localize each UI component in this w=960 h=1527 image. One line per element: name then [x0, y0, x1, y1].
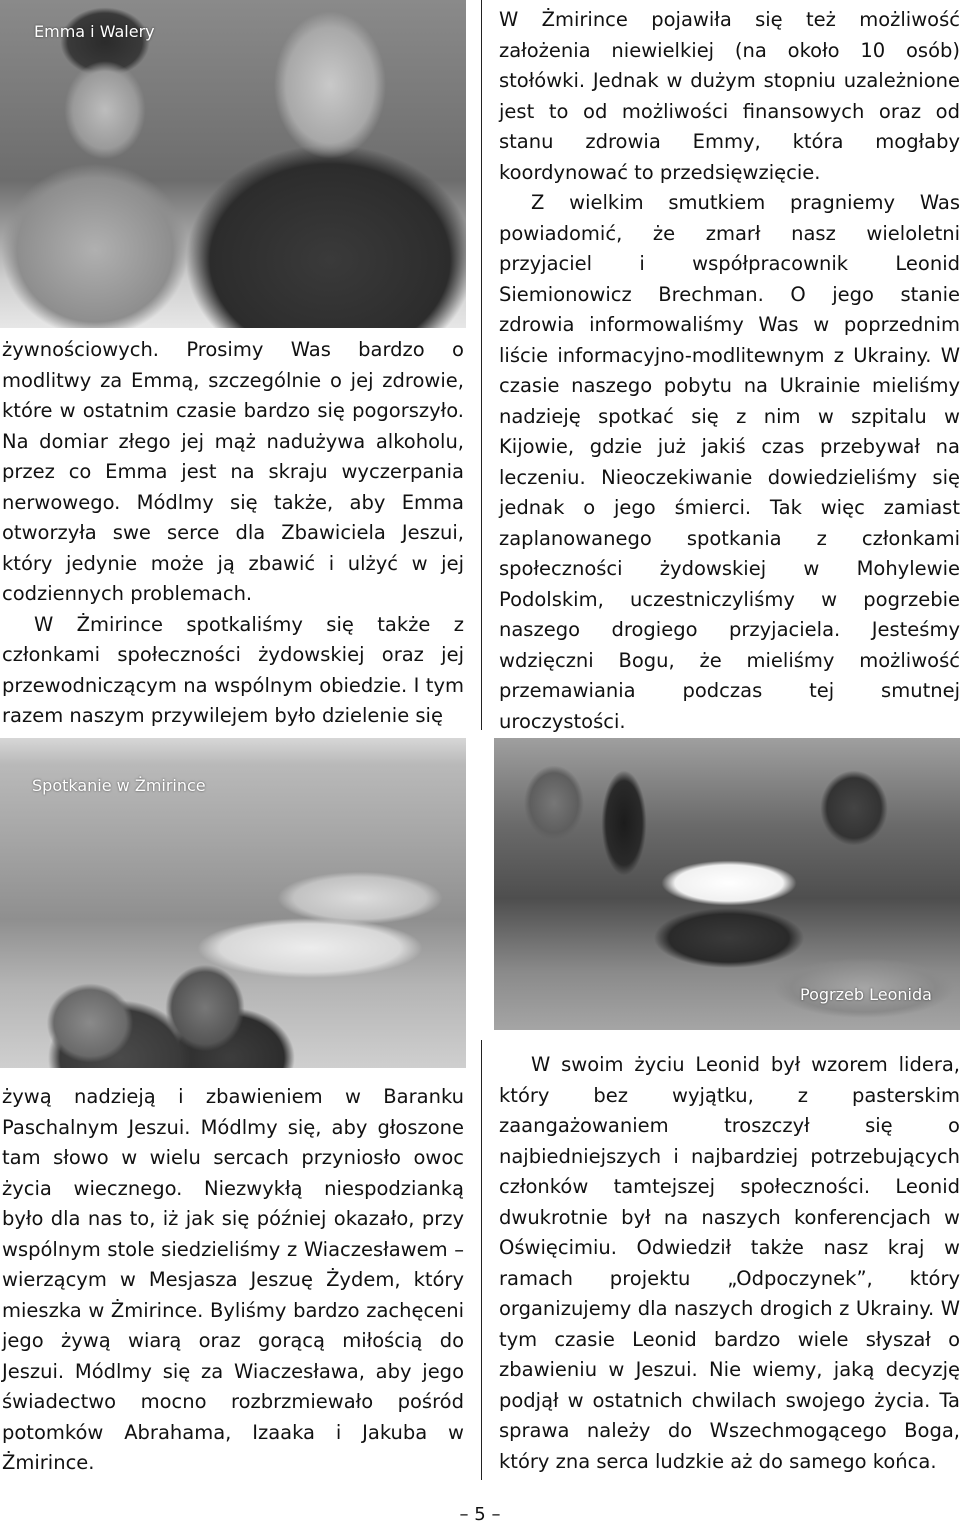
right-column-top [499, 5, 960, 737]
caption-pogrzeb-leonida: Pogrzeb Leonida [800, 985, 932, 1004]
page-number: – 5 – [459, 1504, 501, 1525]
photo-pogrzeb-leonida [494, 738, 960, 1030]
right-column-bottom [499, 1050, 960, 1477]
caption-emma-i-walery: Emma i Walery [34, 22, 155, 41]
photo-spotkanie-w-zmirince [0, 738, 466, 1068]
paragraph-emma: żywnościowych. Prosimy Was bardzo o modlitwy za Emmą, szczególnie o jej zdrowie, które w ostatnim czasie bardzo się pogorszyło. Na domiar złego jej mąż nadużywa alkoholu, przez co Emma jest na skraju wyczerpania nerwowego. Módlmy się także, aby Emma otworzyła swe serce dla Zbawiciela Jeszui, który jedynie może ją zbawić i ulżyć w jej codziennych problemach. [2, 338, 464, 605]
paragraph-canteen: W Żmirince pojawiła się też możliwość założenia niewielkiej (na około 10 osób) stołówki. Jednak w dużym stopniu uzależnione jest to od możliwości finansowych oraz od stanu zdrowia Emmy, która mogłaby koordynować to przedsięwzięcie. [499, 8, 960, 184]
caption-spotkanie-w-zmirince: Spotkanie w Żmirince [32, 776, 206, 795]
photo-emma-i-walery [0, 0, 466, 328]
left-column-top [2, 335, 464, 732]
paragraph-zmirinka-meeting: W Żmirince spotkaliśmy się także z członkami społeczności żydowskiej oraz jej przewodniczącym na wspólnym obiedzie. I tym razem naszym przywilejem było dzielenie się [2, 612, 464, 727]
left-column-bottom [2, 1082, 464, 1479]
column-divider-top [481, 0, 482, 730]
paragraph-leonid-life: W swoim życiu Leonid był wzorem lidera, który bez wyjątku, z pasterskim zaangażowaniem troszczył się o najbiedniejszych i najbardziej potrzebujących członków tamtejszej społeczności. Leonid dwukrotnie był na naszych konferencjach w Oświęcimiu. Odwiedził także nasz kraj w ramach projektu „Odpoczynek”, który organizujemy dla naszych drogich z Ukrainy. W tym czasie Leonid bardzo wiele słyszał o zbawieniu w Jeszui. Nie wiemy, jaką decyzję podjął w ostatnich chwilach swojego życia. Ta sprawa należy do Wszechmogącego Boga, który zna serca ludzkie aż do samego końca. [499, 1053, 960, 1473]
paragraph-leonid-death: Z wielkim smutkiem pragniemy Was powiadomić, że zmarł nasz wieloletni przyjaciel i współpracownik Leonid Siemionowicz Brechman. O jego stanie zdrowia informowaliśmy Was w poprzednim liście informacyjno-modlitewnym z Ukrainy. W czasie naszego pobytu na Ukrainie mieliśmy nadzieję spotkać się z nim w szpitalu w Kijowie, gdzie już jakiś czas przebywał na leczeniu. Nieoczekiwanie dowiedzieliśmy się jednak o jego śmierci. Tak więc zamiast zaplanowanego spotkania z członkami społeczności żydowskiej w Mohylewie Podolskim, uczestniczyliśmy w pogrzebie naszego drogiego przyjaciela. Jesteśmy wdzięczni Bogu, że mieliśmy możliwość przemawiania podczas tej smutnej uroczystości. [499, 191, 960, 733]
paragraph-wiaczeslaw: żywą nadzieją i zbawieniem w Baranku Paschalnym Jeszui. Módlmy się, aby głoszone tam słowo w wielu sercach przyniosło owoc życia wiecznego. Niezwykłą niespodzianką było dla nas to, iż jak się później okazało, przy wspólnym stole siedzieliśmy z Wiaczesławem – wierzącym w Mesjasza Jeszuę Żydem, który mieszka w Żmirince. Byliśmy bardzo zachęceni jego żywą wiarą oraz gorącą miłością do Jeszui. Módlmy się za Wiaczesława, aby jego świadectwo mocno rozbrzmiewało pośród potomków Abrahama, Izaaka i Jakuba w Żmirince. [2, 1085, 464, 1474]
column-divider-bottom [481, 1040, 482, 1480]
